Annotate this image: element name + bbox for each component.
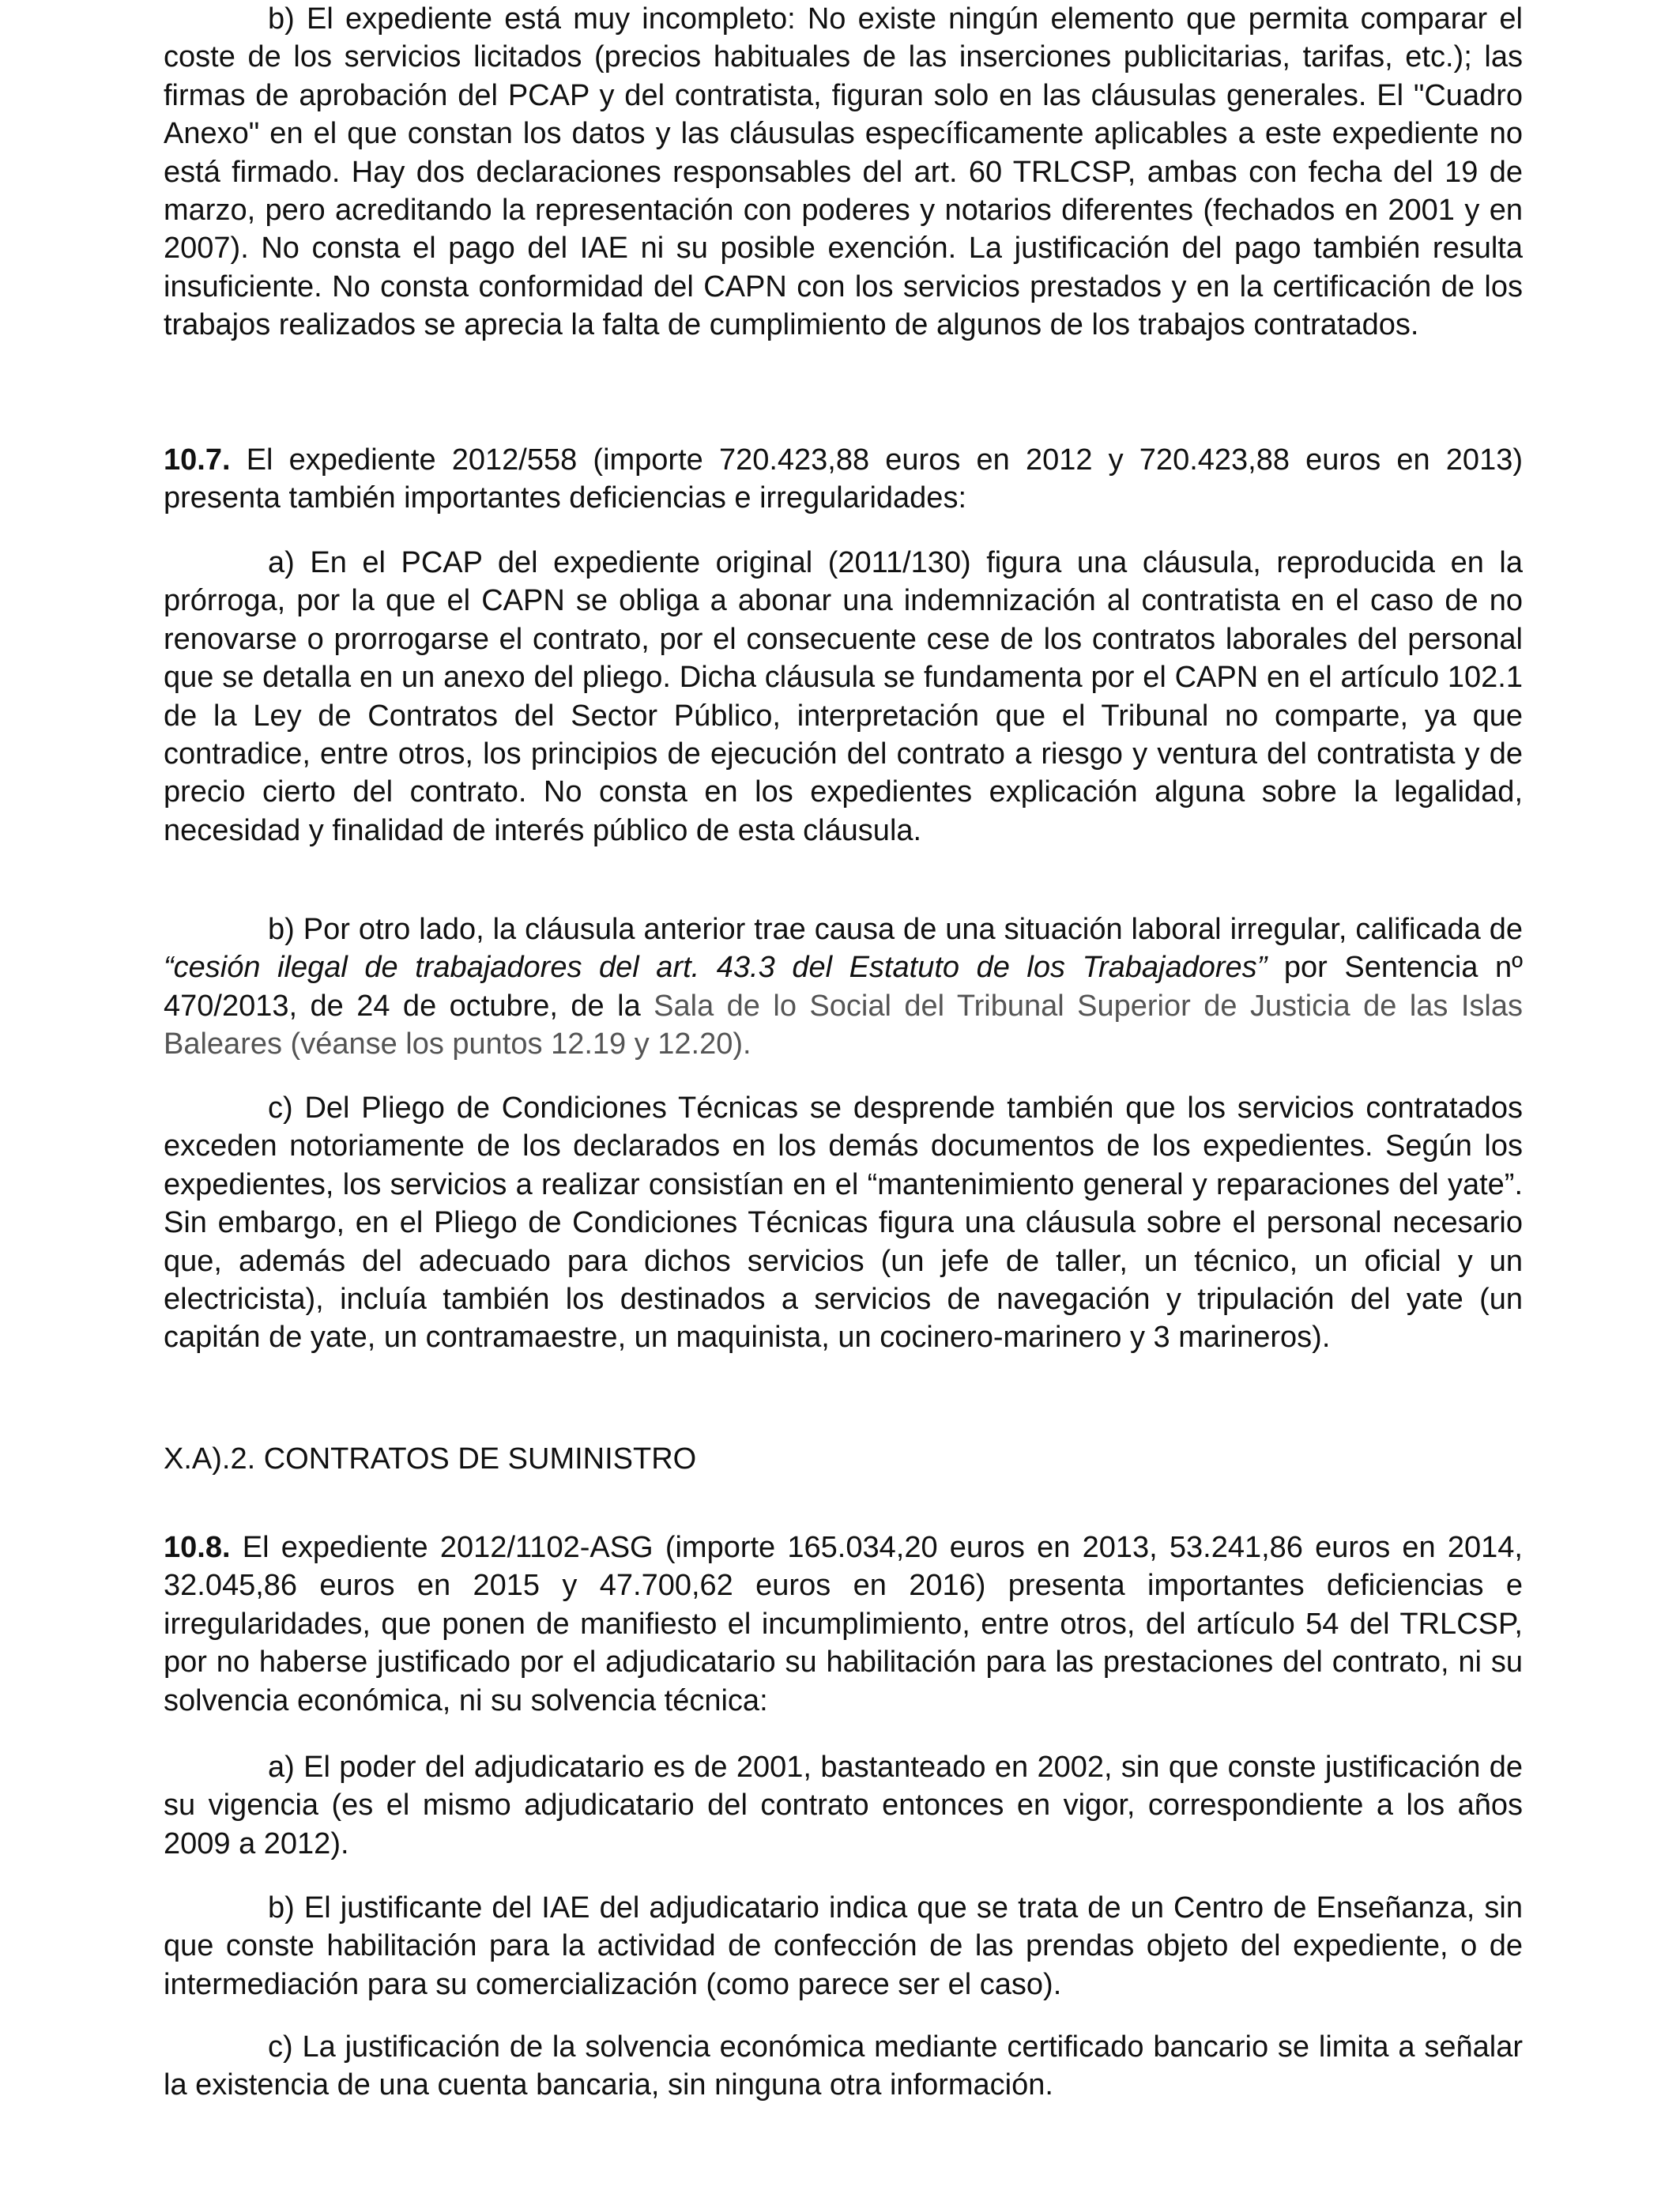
section-number: 10.8. bbox=[164, 1531, 231, 1564]
paragraph-text: por Sentencia nº 470/2013, de 24 de octubre, de la bbox=[164, 951, 1523, 1023]
paragraph-c-pliego-condiciones: c) Del Pliego de Condiciones Técnicas se desprende también que los servicios contratados exceden notoriamente de los declarados en los demás documentos de los expedientes. Según los expedientes, los servicios a realizar consistían en el “mantenimiento general y reparaciones del yate”. Sin embargo, en el Pliego de Condiciones Técnicas figura una cláusula sobre el personal necesario que, además del adecuado para dichos servicios (un jefe de taller, un técnico, un oficial y un electricista), incluía también los destinados a servicios de navegación y tripulación del yate (un capitán de yate, un contramaestre, un maquinista, un cocinero-marinero y 3 marineros). bbox=[164, 1091, 1523, 1355]
paragraph-b-expediente-incompleto: b) El expediente está muy incompleto: No existe ningún elemento que permita comparar el coste de los servicios licitados (precios habituales de las inserciones publicitarias, tarifas, etc.); las firmas de aprobación del PCAP y del contratista, figuran solo en las cláusulas generales. El "Cuadro Anexo" en el que constan los datos y las cláusulas específicamente aplicables a este expediente no está firmado. Hay dos declaraciones responsables del art. 60 TRLCSP, ambas con fecha del 19 de marzo, pero acreditando la representación con poderes y notarios diferentes (fechados en 2001 y en 2007). No consta el pago del IAE ni su posible exención. La justificación del pago también resulta insuficiente. No consta conformidad del CAPN con los servicios prestados y en la certificación de los trabajos realizados se aprecia la falta de cumplimiento de algunos de los trabajos contratados. bbox=[164, 2, 1523, 342]
paragraph-b-cesion-ilegal bbox=[164, 910, 1523, 1064]
paragraph-10-8 bbox=[164, 1529, 1523, 1720]
paragraph-b-justificante-iae: b) El justificante del IAE del adjudicatario indica que se trata de un Centro de Enseñanza, sin que conste habilitación para la actividad de confección de las prendas objeto del expediente, o de intermediación para su comercialización (como parece ser el caso). bbox=[164, 1891, 1523, 2001]
paragraph-a-pcap-clausula: a) En el PCAP del expediente original (2011/130) figura una cláusula, reproducida en la prórroga, por la que el CAPN se obliga a abonar una indemnización al contratista en el caso de no renovarse o prorrogarse el contrato, por el consecuente cese de los contratos laborales del personal que se detalla en un anexo del pliego. Dicha cláusula se fundamenta por el CAPN en el artículo 102.1 de la Ley de Contratos del Sector Público, interpretación que el Tribunal no comparte, ya que contradice, entre otros, los principios de ejecución del contrato a riesgo y ventura del contratista y de precio cierto del contrato. No consta en los expedientes explicación alguna sobre la legalidad, necesidad y finalidad de interés público de esta cláusula. bbox=[164, 546, 1523, 847]
paragraph-text: El expediente 2012/558 (importe 720.423,88 euros en 2012 y 720.423,88 euros en 2013) presenta también importantes deficiencias e irregularidades: bbox=[164, 443, 1523, 515]
paragraph-text: b) Por otro lado, la cláusula anterior trae causa de una situación laboral irregular, calificada de bbox=[268, 913, 1523, 946]
paragraph-c-solvencia-economica: c) La justificación de la solvencia económica mediante certificado bancario se limita a señalar la existencia de una cuenta bancaria, sin ninguna otra información. bbox=[164, 2030, 1523, 2102]
paragraph-10-7 bbox=[164, 441, 1523, 518]
section-heading: X.A).2. CONTRATOS DE SUMINISTRO bbox=[164, 1442, 697, 1476]
paragraph-a-poder-adjudicatario: a) El poder del adjudicatario es de 2001, bastanteado en 2002, sin que conste justificación de su vigencia (es el mismo adjudicatario del contrato entonces en vigor, correspondiente a los años 2009 a 2012). bbox=[164, 1751, 1523, 1860]
paragraph-text: El expediente 2012/1102-ASG (importe 165.034,20 euros en 2013, 53.241,86 euros en 2014, 32.045,86 euros en 2015 y 47.700,62 euros en 2016) presenta importantes deficiencias e irregularidades, que ponen de manifiesto el incumplimiento, entre otros, del artículo 54 del TRLCSP, por no haberse justificado por el adjudicatario su habilitación para las prestaciones del contrato, ni su solvencia económica, ni su solvencia técnica: bbox=[164, 1531, 1523, 1717]
court-reference: Sala de lo Social del Tribunal Superior de Justicia de las Islas Baleares (véanse los puntos 12.19 y 12.20). bbox=[164, 989, 1523, 1061]
section-number: 10.7. bbox=[164, 443, 231, 477]
italic-quote: “cesión ilegal de trabajadores del art. 43.3 del Estatuto de los Trabajadores” bbox=[164, 951, 1268, 985]
